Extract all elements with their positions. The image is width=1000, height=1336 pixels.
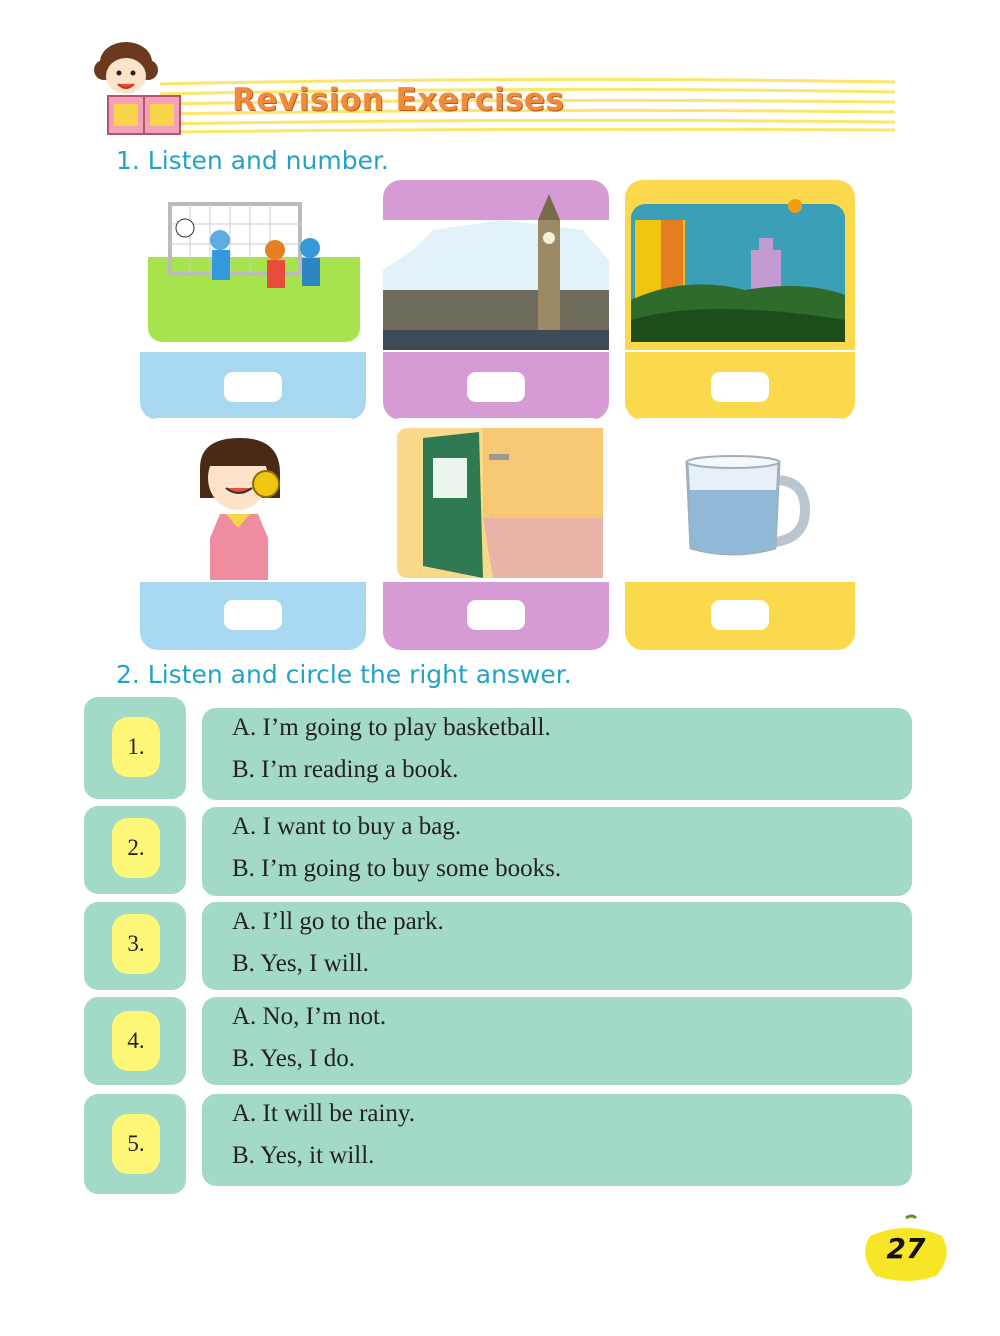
glass-of-water-icon xyxy=(625,418,855,580)
answer-box[interactable] xyxy=(711,600,769,630)
question-number: 5. xyxy=(112,1114,160,1174)
page-title: Revision Exercises xyxy=(232,82,565,118)
question-number-tab xyxy=(84,902,186,990)
option-a[interactable]: A. I want to buy a bag. xyxy=(232,813,462,840)
picture-card-2 xyxy=(383,180,609,420)
question-number: 4. xyxy=(112,1011,160,1071)
page-number: 27 xyxy=(886,1232,926,1265)
question-number: 2. xyxy=(112,818,160,878)
section2-heading: 2. Listen and circle the right answer. xyxy=(116,660,572,689)
girl-reading-book-icon xyxy=(88,40,188,136)
option-b[interactable]: B. I’m reading a book. xyxy=(232,756,459,783)
question-number: 1. xyxy=(112,717,160,777)
option-a[interactable]: A. It will be rainy. xyxy=(232,1100,416,1127)
option-a[interactable]: A. I’m going to play basketball. xyxy=(232,714,551,741)
answer-panel xyxy=(202,997,912,1085)
city-park-icon xyxy=(625,180,855,350)
answer-panel xyxy=(202,1094,912,1186)
answer-panel xyxy=(202,902,912,990)
option-b[interactable]: B. Yes, I will. xyxy=(232,950,369,977)
big-ben-icon xyxy=(383,180,609,350)
question-number: 3. xyxy=(112,914,160,974)
option-b[interactable]: B. I’m going to buy some books. xyxy=(232,855,562,882)
soccer-goal-icon xyxy=(140,180,366,350)
option-b[interactable]: B. Yes, it will. xyxy=(232,1142,375,1169)
question-number-tab xyxy=(84,997,186,1085)
answer-panel xyxy=(202,807,912,896)
answer-box[interactable] xyxy=(467,600,525,630)
answer-box[interactable] xyxy=(711,372,769,402)
question-number-tab xyxy=(84,697,186,799)
open-door-icon xyxy=(383,418,609,580)
picture-card-5 xyxy=(383,418,609,650)
apple-icon xyxy=(860,1214,952,1284)
question-number-tab xyxy=(84,1094,186,1194)
section1-heading: 1. Listen and number. xyxy=(116,146,389,175)
answer-box[interactable] xyxy=(467,372,525,402)
option-a[interactable]: A. No, I’m not. xyxy=(232,1003,387,1030)
answer-box[interactable] xyxy=(224,372,282,402)
picture-card-1 xyxy=(140,180,366,420)
picture-card-3 xyxy=(625,180,855,420)
answer-box[interactable] xyxy=(224,600,282,630)
option-a[interactable]: A. I’ll go to the park. xyxy=(232,908,444,935)
option-b[interactable]: B. Yes, I do. xyxy=(232,1045,355,1072)
picture-card-6 xyxy=(625,418,855,650)
picture-card-4 xyxy=(140,418,366,650)
question-number-tab xyxy=(84,806,186,894)
answer-panel xyxy=(202,708,912,800)
girl-headphones-icon xyxy=(140,418,366,580)
